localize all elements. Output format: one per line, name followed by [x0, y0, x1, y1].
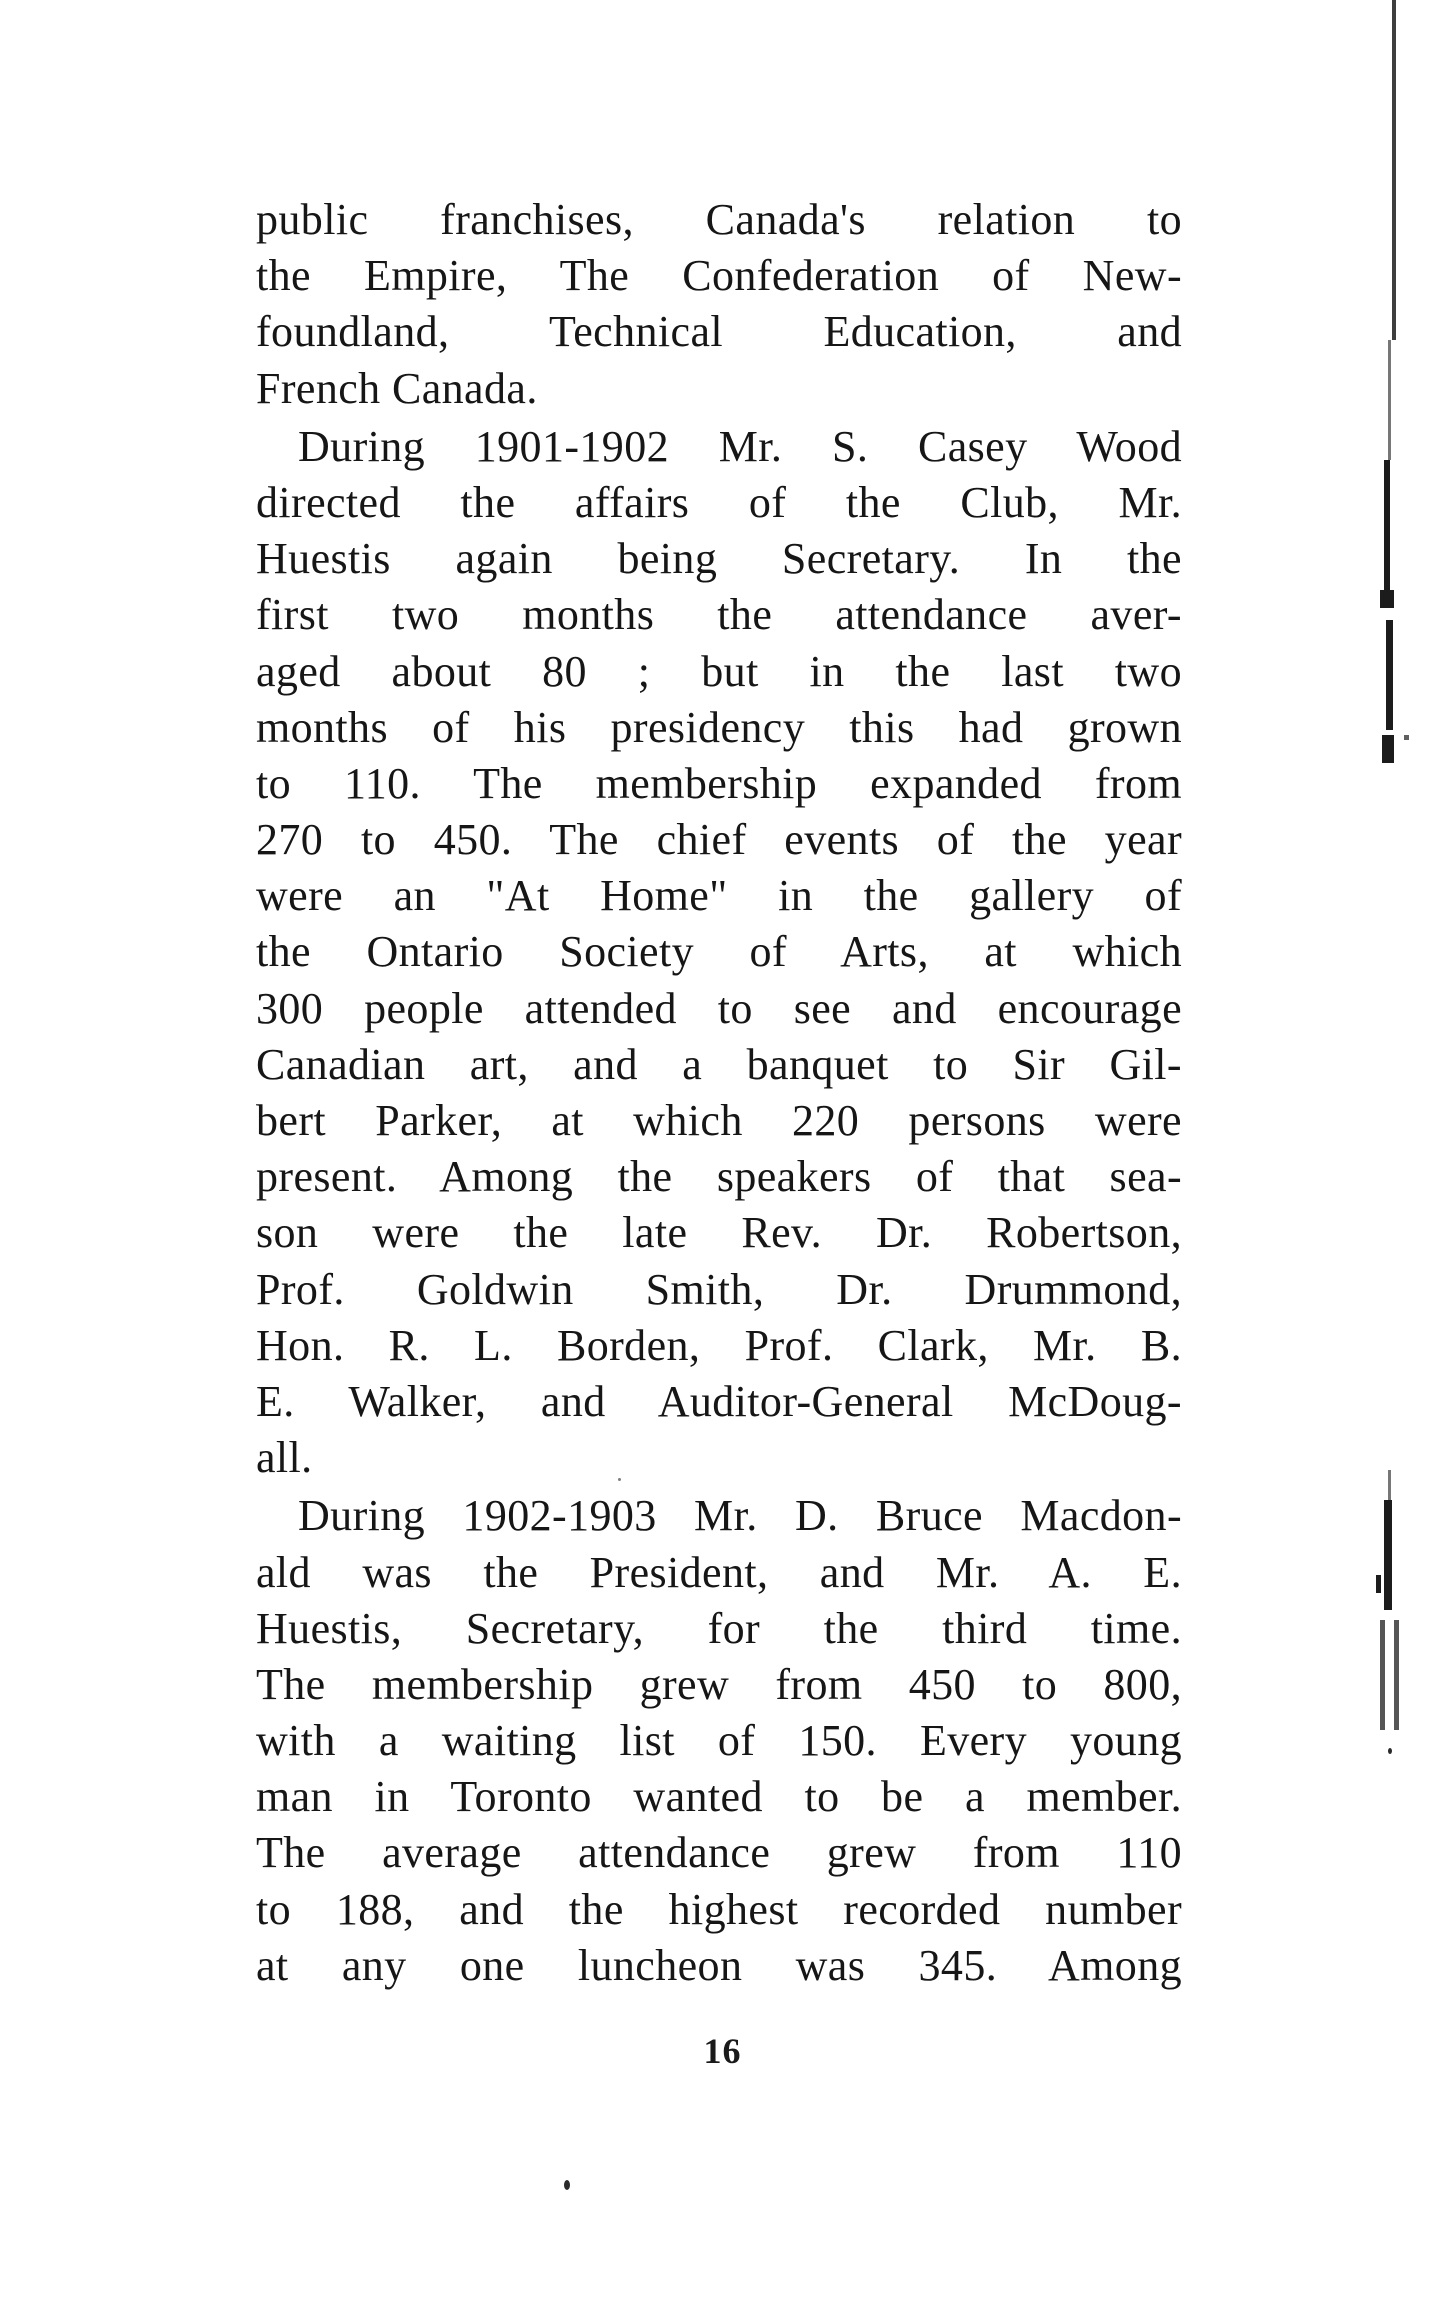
text-line: months of his presidency this had grown [256, 702, 1182, 752]
text-line: all. [256, 1433, 313, 1483]
text-line: aged about 80 ; but in the last two [256, 646, 1182, 696]
text-line: bert Parker, at which 220 persons were [256, 1096, 1182, 1145]
text-line: foundland, Technical Education, and [256, 307, 1182, 357]
text-line: directed the affairs of the Club, Mr. [256, 477, 1182, 527]
text-line: During 1901-1902 Mr. S. Casey Wood [298, 421, 1182, 471]
text-line: ald was the President, and Mr. A. E. [256, 1547, 1182, 1597]
text-line: Huestis, Secretary, for the third time. [256, 1603, 1182, 1653]
text-line: first two months the attendance aver- [256, 590, 1182, 640]
text-line: were an "At Home" in the gallery of [256, 871, 1182, 921]
text-line: French Canada. [256, 363, 538, 413]
text-line: 270 to 450. The chief events of the year [256, 815, 1182, 865]
page-number: 16 [703, 2031, 742, 2071]
text-line: present. Among the speakers of that sea- [256, 1152, 1182, 1202]
text-line: at any one luncheon was 345. Among [256, 1940, 1182, 1990]
body-text [256, 192, 1182, 1994]
text-line: to 188, and the highest recorded number [256, 1884, 1182, 1934]
text-line: The membership grew from 450 to 800, [256, 1659, 1182, 1709]
text-line: Prof. Goldwin Smith, Dr. Drummond, [256, 1264, 1182, 1314]
text-line: the Empire, The Confederation of New- [256, 251, 1182, 301]
text-line: son were the late Rev. Dr. Robertson, [256, 1208, 1182, 1258]
text-line: The average attendance grew from 110 [256, 1828, 1182, 1878]
text-line: the Ontario Society of Arts, at which [256, 927, 1182, 977]
text-line: Canadian art, and a banquet to Sir Gil- [256, 1039, 1182, 1089]
text-line: public franchises, Canada's relation to [256, 195, 1182, 244]
text-line: During 1902-1903 Mr. D. Bruce Macdon- [298, 1491, 1182, 1541]
text-line: 300 people attended to see and encourage [256, 983, 1182, 1033]
text-line: man in Toronto wanted to be a member. [256, 1772, 1182, 1822]
text-line: Hon. R. L. Borden, Prof. Clark, Mr. B. [256, 1320, 1182, 1370]
text-line: E. Walker, and Auditor-General McDoug- [256, 1376, 1182, 1426]
text-line: to 110. The membership expanded from [256, 758, 1182, 808]
text-line: with a waiting list of 150. Every young [256, 1716, 1182, 1766]
text-line: Huestis again being Secretary. In the [256, 534, 1182, 584]
